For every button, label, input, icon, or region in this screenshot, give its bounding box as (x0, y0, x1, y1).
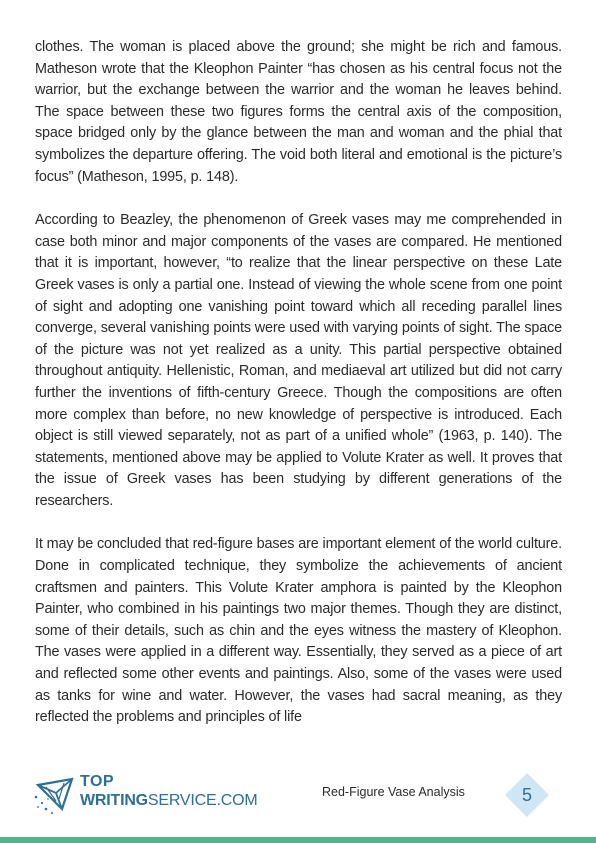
brand-name-top: TOP (80, 773, 115, 790)
running-title: Red-Figure Vase Analysis (322, 785, 465, 799)
brand-bold-part: WRITING (80, 792, 148, 809)
page-footer (0, 765, 596, 825)
footer-accent-bar (0, 837, 596, 843)
paragraph-2: According to Beazley, the phenomenon of Greek vases may me comprehended in case both minor and major components of the vases are compared. He mentioned that it is important, however, “to realize that the linear perspective on these Late Greek vases is only a partial one. Instead of viewing the whole scene from one point of sight and adopting one vanishing point toward which all receding parallel lines converge, several vanishing points were used with varying points of sight. The space of the picture was not yet realized as a unity. This partial perspective obtained throughout antiquity. Hellenistic, Roman, and mediaeval art utilized but did not carry further the inventions of fifth-century Greece. Though the compositions are often more complex than before, no new knowledge of perspective is introduced. Each object is still viewed separately, not as part of a unified whole” (1963, p. 140). The statements, mentioned above may be applied to Volute Krater as well. It proves that the issue of Greek vases has been studying by different generations of the researchers. (35, 212, 562, 509)
document-body (35, 37, 562, 751)
brand-name-bottom (80, 792, 257, 810)
paragraph-3: It may be concluded that red-figure bases are important element of the world culture. Done in complicated technique, they symbolize the achievements of ancient craftsmen and painters. This Volute Krater amphora is painted by the Kleophon Painter, who combined in his paintings two major themes. Though they are distinct, some of their details, such as chin and the eyes witness the mastery of Kleophon. The vases were applied in a different way. Essentially, they served as a piece of art and reflected some other events and paintings. Also, some of the vases were used as tanks for wine and water. However, the vases had sacral meaning, as they reflected the problems and principles of life (35, 536, 562, 726)
paragraph-1: clothes. The woman is placed above the ground; she might be rich and famous. Matheson wrote that the Kleophon Painter “has chosen as his central focus not the warrior, but the exchange between the warrior and the woman he leaves behind. The space between these two figures forms the central axis of the composition, space bridged only by the glance between the man and woman and the phial that symbolizes the departure offering. The void both literal and emotional is the picture’s focus” (Matheson, 1995, p. 148). (35, 39, 562, 185)
crystal-logo-icon (32, 771, 78, 817)
brand-rest-part: SERVICE.COM (147, 792, 258, 809)
page-number: 5 (521, 784, 532, 805)
